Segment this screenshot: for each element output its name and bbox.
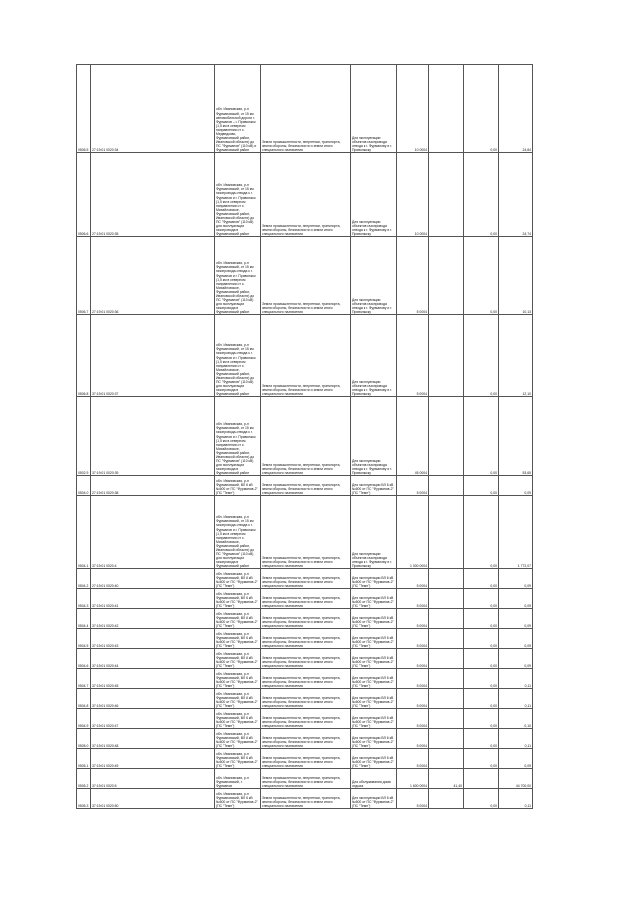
value-cell xyxy=(429,476,464,496)
area-value: 10 000 xyxy=(414,147,426,152)
permitted-use-cell: Для эксплуатации ВЛ 6 кВ №600 от ПС "Фурманов-2" (ПС "Темп") xyxy=(351,609,397,629)
area-flag: 4 xyxy=(425,643,427,648)
cadastral-code-cell: 27:19:01 0020:35 xyxy=(91,153,215,237)
area-flag: 4 xyxy=(425,563,427,568)
address-cell: обл. Ивановская, р-н Фурмановский, от 15 км газопровода-отвода к г. Фурманов и г. Приволжск (1,5 км в северном направлении от с. Михайловское, Фурмановский район, Ивановской области) до ПС "Фурманов" (110 кВ) для эксплуатации газопровода в Фурмановский район xyxy=(215,496,261,569)
table-row xyxy=(77,65,533,153)
permitted-use-cell: Для эксплуатации объектов газопровода отвода к г. Фурманову и г. Приволжску xyxy=(351,237,397,315)
permitted-use-cell: Для эксплуатации объектов газопровода отвода к г. Фурманову и г. Приволжску xyxy=(351,397,397,476)
land-category-cell: Земли промышленности, энергетики, транспорта, земли обороны, безопасности и земли иного специального назначения xyxy=(261,669,351,689)
area-flag: 4 xyxy=(425,703,427,708)
area-value: 5 000 xyxy=(416,763,426,768)
value-cell xyxy=(429,689,464,709)
table-row xyxy=(77,669,533,689)
cadastral-code-cell: 37:19:01 0020:39 xyxy=(91,397,215,476)
land-category-cell: Земли промышленности, энергетики, транспорта, земли обороны, безопасности и земли иного специального назначения xyxy=(261,749,351,769)
value-cell: 0,00 xyxy=(464,649,499,669)
cadastral-code-cell: 37:19:01 0020:5 xyxy=(91,769,215,789)
area-flag: 4 xyxy=(425,147,427,152)
table-row xyxy=(77,629,533,649)
area-value: 5 000 xyxy=(416,583,426,588)
address-cell: обл. Ивановская, р-н Фурмановский, от 15 км газопровода-отвода к г. Фурманов и г. Приволжск (1,5 км в северном направлении от с. Михайловское, Фурмановский район, Ивановской области) до ПС "Фурманов" (110 кВ) для эксплуатации газопровода в Фурмановский район xyxy=(215,153,261,237)
table-row xyxy=(77,397,533,476)
value-cell xyxy=(464,769,499,789)
area-flag: 4 xyxy=(425,763,427,768)
cadastral-code-cell: 37:19:01 0020:46 xyxy=(91,689,215,709)
value-cell xyxy=(429,669,464,689)
table-row xyxy=(77,569,533,589)
value-cell: 12,10 xyxy=(499,315,533,397)
cadastral-code-cell: 27:19:01 0020:36 xyxy=(91,237,215,315)
cadastral-code-cell: 37:19:01 0020:50 xyxy=(91,789,215,809)
value-cell: 0,00 xyxy=(464,729,499,749)
row-id-cell: 0504.5 xyxy=(77,629,91,649)
cadastral-code-cell: 37:19:01 0020:47 xyxy=(91,709,215,729)
land-category-cell: Земли промышленности, энергетики, транспорта, земли обороны, безопасности и земли иного специального назначения xyxy=(261,589,351,609)
address-cell: обл. Ивановская, р-н Фурмановский, ВЛ 6 кВ №600 от ПС "Фурманов-2" (ПС "Темп") xyxy=(215,709,261,729)
table-row xyxy=(77,749,533,769)
area-cell xyxy=(397,496,429,569)
land-category-cell: Земли промышленности, энергетики, транспорта, земли обороны, безопасности и земли иного специального назначения xyxy=(261,237,351,315)
permitted-use-cell: Для эксплуатации объектов газопровода отвода к г. Фурманову и г. Приволжску xyxy=(351,153,397,237)
area-value: 5 000 xyxy=(416,743,426,748)
permitted-use-cell: Для эксплуатации ВЛ 6 кВ №600 от ПС "Фурманов-2" (ПС "Темп") xyxy=(351,689,397,709)
value-cell xyxy=(429,749,464,769)
area-cell xyxy=(397,65,429,153)
value-cell: 0,00 xyxy=(464,689,499,709)
row-id-cell: 0505.0 xyxy=(77,729,91,749)
value-cell: 24,74 xyxy=(499,153,533,237)
row-id-cell: 0504.0 xyxy=(77,476,91,496)
row-id-cell: 0504.6 xyxy=(77,649,91,669)
value-cell: 0,00 xyxy=(464,709,499,729)
address-cell: обл. Ивановская, р-н Фурмановский, от 15 км газопровода-отвода к г. Фурманов и г. Приволжск (1,5 км в северном направлении от с. Михайловское, Фурмановский район, Ивановской области) до ПС "Фурманов" (110 кВ) для эксплуатации газопровода в Фурмановский район xyxy=(215,315,261,397)
value-cell: 0,11 xyxy=(499,669,533,689)
row-id-cell: 0504.3 xyxy=(77,589,91,609)
land-category-cell: Земли промышленности, энергетики, транспорта, земли обороны, безопасности и земли иного специального назначения xyxy=(261,789,351,809)
land-category-cell: Земли промышленности, энергетики, транспорта, земли обороны, безопасности и земли иного специального назначения xyxy=(261,689,351,709)
address-cell: обл. Ивановская, р-н Фурмановский, от 15 км газопровода-отвода к г. Фурманов и г. Приволжск (1,5 км в северном направлении от с. Михайловское, Фурмановский район, Ивановской области) до ПС "Фурманов" (110 кВ) для эксплуатации газопровода в Фурмановский район xyxy=(215,237,261,315)
value-cell xyxy=(429,629,464,649)
row-id-cell: 0505.2 xyxy=(77,769,91,789)
row-id-cell: 0504.4 xyxy=(77,609,91,629)
cadastral-code-cell: 37:19:01 0020:48 xyxy=(91,729,215,749)
land-category-cell: Земли промышленности, энергетики, транспорта, земли обороны, безопасности и земли иного специального назначения xyxy=(261,629,351,649)
permitted-use-cell: Для эксплуатации ВЛ 6 кВ №600 от ПС "Фурманов-2" (ПС "Темп") xyxy=(351,629,397,649)
value-cell: 0,09 xyxy=(499,609,533,629)
area-value: 5 000 xyxy=(416,663,426,668)
value-cell: 0,10 xyxy=(499,709,533,729)
row-id-cell: 0504.7 xyxy=(77,669,91,689)
value-cell: 0,00 xyxy=(464,397,499,476)
area-cell xyxy=(397,397,429,476)
land-category-cell: Земли промышленности, энергетики, транспорта, земли обороны, безопасности и земли иного специального назначения xyxy=(261,729,351,749)
cadastral-code-cell: 37:19:01 0020:49 xyxy=(91,749,215,769)
value-cell xyxy=(429,709,464,729)
address-cell: обл. Ивановская, р-н Фурмановский, ВЛ 6 кВ №600 от ПС "Фурманов-2" (ПС "Темп") xyxy=(215,729,261,749)
area-cell xyxy=(397,153,429,237)
cadastral-code-cell: 37:19:01 0020:41 xyxy=(91,589,215,609)
area-cell xyxy=(397,629,429,649)
area-value: 5 000 xyxy=(416,703,426,708)
permitted-use-cell: Для эксплуатации объектов газопровода отвода к г. Фурманову и г. Приволжску xyxy=(351,496,397,569)
value-cell: 0,00 xyxy=(464,476,499,496)
table-row xyxy=(77,237,533,315)
cadastral-code-cell: 27:19:01 0020:40 xyxy=(91,569,215,589)
value-cell: 0,09 xyxy=(499,569,533,589)
land-category-cell: Земли промышленности, энергетики, транспорта, земли обороны, безопасности и земли иного специального назначения xyxy=(261,496,351,569)
table-row xyxy=(77,589,533,609)
table-body xyxy=(77,65,533,809)
row-id-cell: 0506.5 xyxy=(77,65,91,153)
permitted-use-cell: Для эксплуатации ВЛ 6 кВ №600 от ПС "Фурманов-2" (ПС "Темп") xyxy=(351,569,397,589)
area-value: 5 000 xyxy=(416,643,426,648)
value-cell: 0,09 xyxy=(499,749,533,769)
cadastral-code-cell: 37:19:01 0020:43 xyxy=(91,629,215,649)
cadastral-code-cell: 37:19:01 0020:44 xyxy=(91,649,215,669)
area-cell xyxy=(397,749,429,769)
land-register-table xyxy=(76,64,533,809)
row-id-cell: 0505.3 xyxy=(77,789,91,809)
table-row xyxy=(77,649,533,669)
table-row xyxy=(77,769,533,789)
permitted-use-cell: Для эксплуатации ВЛ 6 кВ №600 от ПС "Фурманов-2" (ПС "Темп") xyxy=(351,589,397,609)
area-flag: 4 xyxy=(425,723,427,728)
value-cell: 0,11 xyxy=(499,729,533,749)
permitted-use-cell: Для эксплуатации ВЛ 6 кВ №600 от ПС "Фурманов-2" (ПС "Темп") xyxy=(351,476,397,496)
address-cell: обл. Ивановская, р-н Фурмановский, ВЛ 6 кВ №600 от ПС "Фурманов-2" (ПС "Темп") xyxy=(215,689,261,709)
cadastral-code-cell: 37:19:01 0020:42 xyxy=(91,609,215,629)
address-cell: обл. Ивановская, р-н Фурмановский, ВЛ 6 кВ №600 от ПС "Фурманов-2" (ПС "Темп") xyxy=(215,649,261,669)
value-cell: 0,00 xyxy=(464,609,499,629)
row-id-cell: 0505.1 xyxy=(77,749,91,769)
address-cell: обл. Ивановская, р-н Фурмановский, ВЛ 6 кВ №600 от ПС "Фурманов-2" (ПС "Темп") xyxy=(215,789,261,809)
value-cell: 24,84 xyxy=(499,65,533,153)
table-row xyxy=(77,789,533,809)
row-id-cell: 0506.8 xyxy=(77,315,91,397)
area-flag: 4 xyxy=(425,623,427,628)
table-row xyxy=(77,476,533,496)
value-cell: 1 772,07 xyxy=(499,496,533,569)
permitted-use-cell: Для эксплуатации ВЛ 6 кВ №600 от ПС "Фурманов-2" (ПС "Темп") xyxy=(351,649,397,669)
row-id-cell: 0502.9 xyxy=(77,397,91,476)
cadastral-code-cell: 37:19:01 0020:4 xyxy=(91,496,215,569)
area-cell xyxy=(397,769,429,789)
address-cell: обл. Ивановская, р-н Фурмановский, ВЛ 6 кВ №600 от ПС "Фурманов-2" (ПС "Темп") xyxy=(215,669,261,689)
address-cell: обл. Ивановская, р-н Фурмановский, г. Фурманов xyxy=(215,769,261,789)
land-category-cell: Земли промышленности, энергетики, транспорта, земли обороны, безопасности и земли иного специального назначения xyxy=(261,649,351,669)
area-flag: 4 xyxy=(425,583,427,588)
area-flag: 4 xyxy=(425,309,427,314)
table-row xyxy=(77,689,533,709)
value-cell xyxy=(429,609,464,629)
value-cell: 44 700,00 xyxy=(499,769,533,789)
land-category-cell: Земли промышленности, энергетики, транспорта, земли обороны, безопасности и земли иного специального назначения xyxy=(261,709,351,729)
value-cell: 0,00 xyxy=(464,669,499,689)
permitted-use-cell: Для эксплуатации ВЛ 6 кВ №600 от ПС "Фурманов-2" (ПС "Темп") xyxy=(351,789,397,809)
area-value: 1 600 000 xyxy=(410,783,426,788)
area-cell xyxy=(397,689,429,709)
value-cell xyxy=(429,65,464,153)
value-cell: 0,00 xyxy=(464,589,499,609)
land-category-cell: Земли промышленности, энергетики, транспорта, земли обороны, безопасности и земли иного специального назначения xyxy=(261,476,351,496)
area-value: 5 000 xyxy=(416,623,426,628)
permitted-use-cell: Для эксплуатации объектов газопровода отвода к г. Фурманову и г. Приволжску xyxy=(351,65,397,153)
area-value: 10 000 xyxy=(414,231,426,236)
row-id-cell: 0506.6 xyxy=(77,153,91,237)
value-cell: 0,00 xyxy=(464,315,499,397)
area-cell xyxy=(397,729,429,749)
table-row xyxy=(77,709,533,729)
area-flag: 4 xyxy=(425,490,427,495)
area-flag: 4 xyxy=(425,743,427,748)
value-cell xyxy=(429,789,464,809)
value-cell: 0,00 xyxy=(464,629,499,649)
value-cell: 0,00 xyxy=(464,237,499,315)
area-flag: 4 xyxy=(425,470,427,475)
land-category-cell: Земли промышленности, энергетики, транспорта, земли обороны, безопасности и земли иного специального назначения xyxy=(261,397,351,476)
address-cell: обл. Ивановская, р-н Фурмановский, от 15 км газопровода-отвода к г. Фурманов и г. Приволжск (1,5 км в северном направлении от с. Михайловское, Фурмановский район, Ивановской области) до ПС "Фурманов" (110 кВ) для эксплуатации газопровода в Фурмановский район xyxy=(215,397,261,476)
land-category-cell: Земли промышленности, энергетики, транспорта, земли обороны, безопасности и земли иного специального назначения xyxy=(261,609,351,629)
area-cell xyxy=(397,476,429,496)
cadastral-code-cell: 27:19:01 0020:34 xyxy=(91,65,215,153)
address-cell: обл. Ивановская, р-н Фурмановский, от 15 км автомобильной дороги г. Фурманов – г. Приволжск (1,5 км в северном направлении от с. Медведково, Фурмановский район, Ивановской области) до ПС "Фурманов" (110 кВ) и Фурмановский район xyxy=(215,65,261,153)
table-row xyxy=(77,496,533,569)
area-cell xyxy=(397,669,429,689)
area-flag: 4 xyxy=(425,663,427,668)
permitted-use-cell: Для эксплуатации ВЛ 6 кВ №600 от ПС "Фурманов-2" (ПС "Темп") xyxy=(351,709,397,729)
value-cell xyxy=(429,569,464,589)
value-cell xyxy=(429,237,464,315)
value-cell xyxy=(429,729,464,749)
value-cell: 0,00 xyxy=(464,569,499,589)
land-category-cell: Земли промышленности, энергетики, транспорта, земли обороны, безопасности и земли иного специального назначения xyxy=(261,153,351,237)
area-cell xyxy=(397,315,429,397)
value-cell: 0,00 xyxy=(464,789,499,809)
area-value: 5 000 xyxy=(416,490,426,495)
value-cell: 53,65 xyxy=(499,397,533,476)
area-value: 45 000 xyxy=(414,470,426,475)
table-row xyxy=(77,729,533,749)
table-row xyxy=(77,609,533,629)
value-cell: 0,00 xyxy=(464,496,499,569)
row-id-cell: 0504.1 xyxy=(77,496,91,569)
area-value: 5 000 xyxy=(416,723,426,728)
area-cell xyxy=(397,569,429,589)
value-cell: 0,09 xyxy=(499,589,533,609)
table-row xyxy=(77,315,533,397)
area-value: 5 000 xyxy=(416,391,426,396)
value-cell: 41,40 xyxy=(429,769,464,789)
area-value: 5 000 xyxy=(416,309,426,314)
area-value: 5 000 xyxy=(416,603,426,608)
value-cell: 0,00 xyxy=(464,749,499,769)
permitted-use-cell: Для эксплуатации объектов газопровода отвода к г. Фурманову и г. Приволжску xyxy=(351,315,397,397)
row-id-cell: 0506.7 xyxy=(77,237,91,315)
address-cell: обл. Ивановская, р-н Фурмановский, ВЛ 6 кВ №600 от ПС "Фурманов-2" (ПС "Темп") xyxy=(215,749,261,769)
permitted-use-cell: Для эксплуатации ВЛ 6 кВ №600 от ПС "Фурманов-2" (ПС "Темп") xyxy=(351,729,397,749)
row-id-cell: 0504.2 xyxy=(77,569,91,589)
row-id-cell: 0504.9 xyxy=(77,709,91,729)
address-cell: обл. Ивановская, р-н Фурмановский, ВЛ 6 кВ №600 от ПС "Фурманов-2" (ПС "Темп") xyxy=(215,569,261,589)
address-cell: обл. Ивановская, р-н Фурмановский, ВЛ 6 кВ №600 от ПС "Фурманов-2" (ПС "Темп") xyxy=(215,589,261,609)
value-cell: 0,00 xyxy=(464,153,499,237)
area-flag: 4 xyxy=(425,783,427,788)
area-cell xyxy=(397,709,429,729)
value-cell: 0,11 xyxy=(499,789,533,809)
area-cell xyxy=(397,589,429,609)
area-value: 1 000 000 xyxy=(410,563,426,568)
cadastral-code-cell: 37:19:01 0020:37 xyxy=(91,315,215,397)
table-row xyxy=(77,153,533,237)
area-value: 5 000 xyxy=(416,683,426,688)
area-cell xyxy=(397,609,429,629)
address-cell: обл. Ивановская, р-н Фурмановский, ВЛ 6 кВ №600 от ПС "Фурманов-2" (ПС "Темп") xyxy=(215,629,261,649)
area-cell xyxy=(397,789,429,809)
value-cell xyxy=(429,315,464,397)
value-cell: 0,11 xyxy=(499,689,533,709)
value-cell: 10,13 xyxy=(499,237,533,315)
permitted-use-cell: Для эксплуатации ВЛ 6 кВ №600 от ПС "Фурманов-2" (ПС "Темп") xyxy=(351,749,397,769)
address-cell: обл. Ивановская, р-н Фурмановский, ВЛ 6 кВ №600 от ПС "Фурманов-2" (ПС "Темп") xyxy=(215,476,261,496)
address-cell: обл. Ивановская, р-н Фурмановский, ВЛ 6 кВ №600 от ПС "Фурманов-2" (ПС "Темп") xyxy=(215,609,261,629)
land-category-cell: Земли промышленности, энергетики, транспорта, земли обороны, безопасности и земли иного специального назначения xyxy=(261,569,351,589)
area-flag: 4 xyxy=(425,803,427,808)
value-cell xyxy=(429,153,464,237)
area-flag: 4 xyxy=(425,231,427,236)
value-cell xyxy=(429,589,464,609)
area-flag: 4 xyxy=(425,603,427,608)
row-id-cell: 0504.8 xyxy=(77,689,91,709)
permitted-use-cell: Для эксплуатации ВЛ 6 кВ №600 от ПС "Фурманов-2" (ПС "Темп") xyxy=(351,669,397,689)
land-category-cell: Земли промышленности, энергетики, транспорта, земли обороны, безопасности и земли иного специального назначения xyxy=(261,65,351,153)
area-cell xyxy=(397,649,429,669)
land-category-cell: Земли промышленности, энергетики, транспорта, земли обороны, безопасности и земли иного специального назначения xyxy=(261,315,351,397)
value-cell: 0,09 xyxy=(499,649,533,669)
value-cell xyxy=(429,649,464,669)
value-cell: 0,09 xyxy=(499,629,533,649)
value-cell xyxy=(429,397,464,476)
value-cell: 0,09 xyxy=(499,476,533,496)
value-cell: 0,00 xyxy=(464,65,499,153)
area-value: 5 000 xyxy=(416,803,426,808)
permitted-use-cell: Для обслуживания дома отдыха xyxy=(351,769,397,789)
area-flag: 4 xyxy=(425,683,427,688)
area-flag: 4 xyxy=(425,391,427,396)
cadastral-code-cell: 37:19:01 0020:45 xyxy=(91,669,215,689)
cadastral-code-cell: 27:19:01 0020:38 xyxy=(91,476,215,496)
value-cell xyxy=(429,496,464,569)
area-cell xyxy=(397,237,429,315)
land-category-cell: Земли промышленности, энергетики, транспорта, земли обороны, безопасности и земли иного специального назначения xyxy=(261,769,351,789)
